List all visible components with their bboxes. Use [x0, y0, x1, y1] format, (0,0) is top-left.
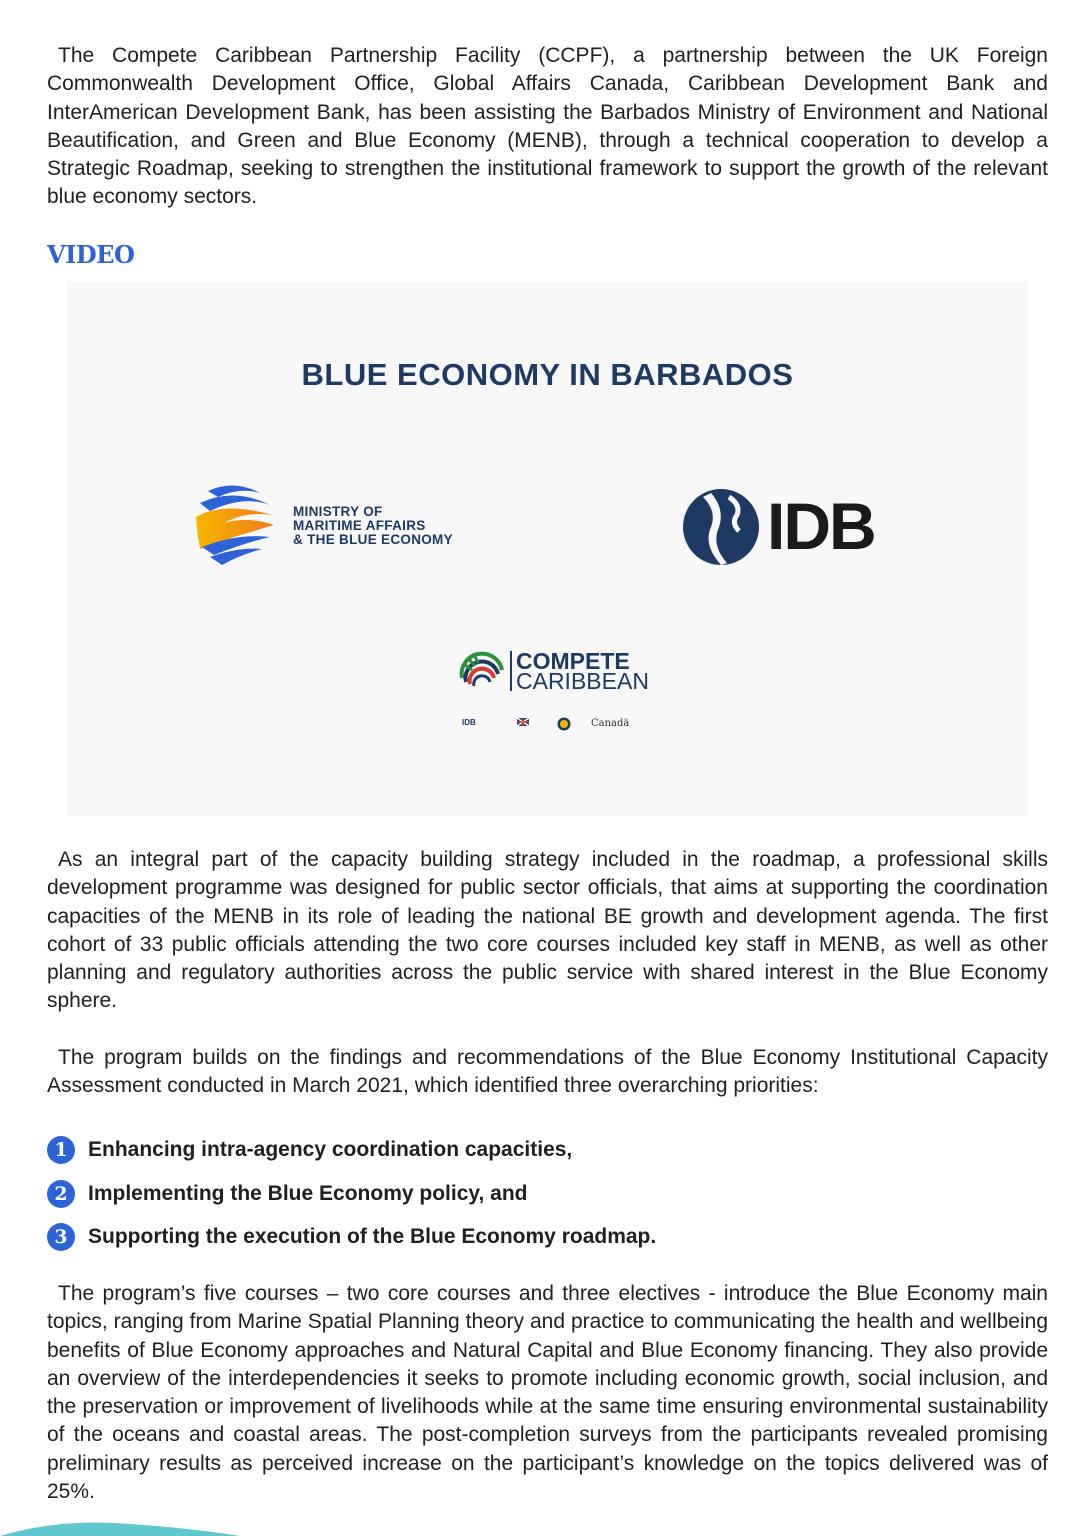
paragraph-capacity-building: As an integral part of the capacity building strategy included in the roadmap, a professional skills development programme was designed for public sector officials, that aims at supporting the coordination capacities of the MENB in its role of leading the national BE growth and development agenda. The first cohort of 33 public officials attending the two core courses included key staff in MENB, as well as other planning and regulatory authorities across the public service with shared interest in the Blue Economy sphere.	[47, 848, 1048, 1013]
idb-globe-icon	[681, 487, 761, 567]
idb-wordmark: IDB	[767, 489, 875, 563]
number-2-badge-icon: 2	[47, 1180, 75, 1208]
number-3-badge-icon: 3	[47, 1223, 75, 1251]
compete-caribbean-swirl-icon	[458, 648, 506, 696]
list-item: 2 Implementing the Blue Economy policy, and	[47, 1179, 528, 1209]
video-heading: VIDEO	[47, 240, 135, 269]
paragraph-program-findings: The program builds on the findings and recommendations of the Blue Economy Institutional Capacity Assessment conducted in March 2021, which identified three overarching priorities:	[47, 1046, 1048, 1098]
sponsor-idb-logo: IDB	[462, 718, 476, 727]
video-player[interactable]	[67, 281, 1028, 816]
number-1-badge-icon: 1	[47, 1136, 75, 1164]
video-title: BLUE ECONOMY IN BARBADOS	[301, 357, 794, 392]
compete-caribbean-wordmark: COMPETE CARIBBEAN	[510, 651, 649, 691]
sponsor-logos	[462, 717, 642, 733]
list-item: 1 Enhancing intra-agency coordination capacities,	[47, 1135, 572, 1165]
list-item: 3 Supporting the execution of the Blue Economy roadmap.	[47, 1222, 656, 1252]
footer-wave-decoration	[0, 1518, 240, 1536]
ministry-wave-logo-icon	[194, 481, 274, 569]
sponsor-canada-logo: Canadä	[591, 718, 630, 729]
paragraph-courses: The program’s five courses – two core courses and three electives - introduce the Blue Economy main topics, ranging from Marine Spatial Planning theory and practice to communicating the health and wellbeing benefits of Blue Economy approaches and Natural Capital and Blue Economy financing. They also provide an overview of the interdependencies it seeks to promote including economic growth, social inclusion, and the preservation or improvement of livelihoods while at the same time ensuring environmental sustainability of the oceans and coastal areas. The post-completion surveys from the participants revealed promising preliminary results as perceived increase on the participant’s knowledge on the topics delivered was of 25%.	[47, 1282, 1048, 1504]
cdb-seal-icon	[557, 717, 571, 731]
uk-flag-icon	[517, 718, 529, 726]
intro-paragraph: The Compete Caribbean Partnership Facility (CCPF), a partnership between the UK Foreign Commonwealth Development Office, Global Affairs Canada, Caribbean Development Bank and InterAmerican Development Bank, has been assisting the Barbados Ministry of Environment and National Beautification, and Green and Blue Economy (MENB), through a technical cooperation to develop a Strategic Roadmap, seeking to strengthen the institutional framework to support the growth of the relevant blue economy sectors.	[47, 44, 1048, 209]
ministry-name: MINISTRY OF MARITIME AFFAIRS & THE BLUE ECONOMY	[293, 504, 453, 547]
